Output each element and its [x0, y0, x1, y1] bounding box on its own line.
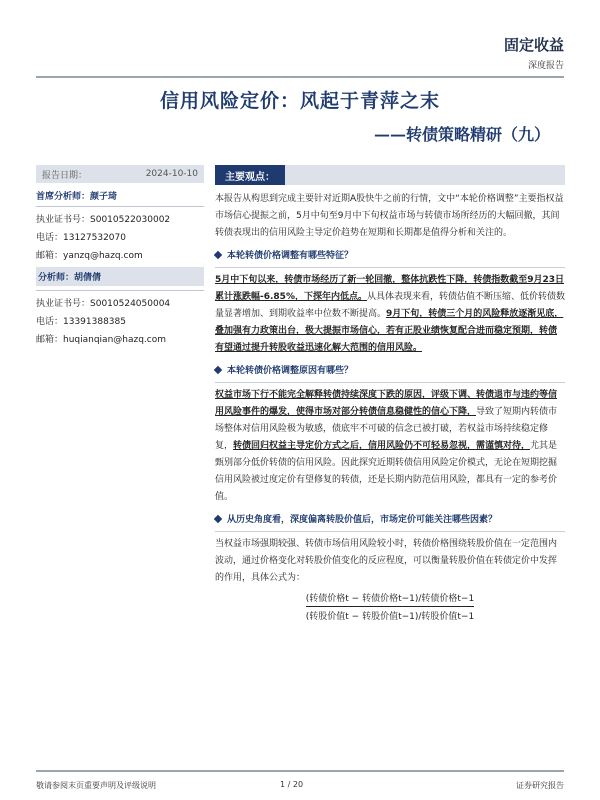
highlight-text: 5月中下旬以来，转债市场经历了新一轮回撤，整体抗跌性下降，转债指数截至9月23日累计涨跌幅-6.85%，下探年内低点。 [215, 275, 565, 302]
footer-company: 证券研究报告 [516, 781, 564, 790]
analyst-2: 分析师：胡倩倩 [36, 267, 204, 286]
phone: 电话：13391388385 [36, 317, 126, 327]
chief-analyst: 首席分析师：颜子琦 [36, 192, 118, 202]
report-subtitle: ——转债策略精研（九） [373, 125, 550, 144]
cert-number: 执业证书号：S0010522030002 [36, 215, 171, 225]
diamond-bullet-icon [214, 515, 222, 523]
main-content [215, 165, 565, 622]
question-text: 本轮转债价格调整原因有哪些？ [227, 366, 354, 376]
question-text: 从历史角度看，深度偏离转股价值后，市场定价可能关注哪些因素？ [227, 515, 498, 525]
section-header [215, 165, 565, 185]
divider [215, 531, 565, 532]
divider [215, 382, 565, 383]
intro-paragraph: 本报告从构思到完成主要针对近期A股快牛之前的行情，文中“本轮价格调整”主要指权益市场信心提振之前，5月中旬至9月中下旬权益市场与转债市场所经历的大幅回撤，其间转债表现出的信用风险主导定价趋势在短期和长期都是值得分析和关注的。 [215, 194, 564, 238]
report-title: 信用风险定价：风起于青萍之末 [159, 90, 440, 112]
formula-numerator: (转债价格t − 转债价格t−1)/转债价格t−1 [306, 591, 474, 607]
diamond-bullet-icon [214, 251, 222, 259]
page-number: 1 / 20 [280, 780, 304, 789]
highlight-text: 转债回归权益主导定价方式之后，信用风险仍不可轻易忽视，需谨慎对待， [233, 441, 531, 451]
question-heading [215, 248, 565, 261]
body-text: 导致了短期内转债市场整体对信用风险极为敏感，债底牢不可破的信念已被打破，若权益市场持续稳定修复， [215, 407, 558, 451]
date-label: 报告日期： [42, 170, 88, 181]
report-type: 深度报告 [527, 61, 564, 71]
body-text: 尤其是甄别部分低价转债的信用风险。因此探究近期转债信用风险定价模式，无论在短期挖掘信用风险被过度定价有望修复的转债，还是长期内防范信用风险，都具有一定的参考价值。 [215, 441, 558, 502]
divider [215, 267, 565, 268]
highlight-text: 权益市场下行不能完全解释转债持续深度下跌的原因，评级下调、转债退市与违约等信用风险事件的爆发，使得市场对部分转债信息稳健性的信心下降， [215, 390, 558, 417]
divider [36, 206, 204, 207]
body-text: 从具体表现来看，转债估值不断压缩、低价转债数量显著增加、到期收益率中位数不断提高。 [215, 292, 565, 319]
phone: 电话：13127532070 [36, 233, 126, 243]
question-text: 本轮转债价格调整有哪些特征？ [227, 251, 354, 261]
question-heading [215, 363, 565, 376]
formula-denominator: (转股价值t − 转股价值t−1)/转股价值t−1 [305, 612, 475, 622]
question-heading [215, 512, 565, 525]
header-divider [36, 76, 564, 78]
email[interactable]: 邮箱：huqianqian@hazq.com [36, 335, 167, 345]
cert-number: 执业证书号：S0010524050004 [36, 299, 171, 309]
footer-divider [36, 770, 564, 772]
paragraph-1 [215, 272, 565, 357]
highlight-text: 9月下旬，转债三个月的风险释放逐渐见底，叠加强有力政策出台，极大提振市场信心，若有正股业绩恢复配合进而稳定预期，转债有望通过提升转股收益迅速化解大范围的信用风险。 [215, 309, 564, 353]
email[interactable]: 邮箱：yanzq@hazq.com [36, 251, 143, 261]
section-label: 主要观点： [215, 165, 285, 185]
formula [215, 591, 565, 622]
report-category: 固定收益 [503, 36, 564, 54]
report-header [504, 34, 564, 71]
report-date-bar [36, 165, 204, 183]
date-value: 2024-10-10 [145, 169, 198, 179]
divider [36, 290, 204, 291]
paragraph-3: 当权益市场强期较强、转债市场信用风险较小时，转债价格围绕转股价值在一定范围内波动，通过价格变化对转股价值变化的反应程度，可以衡量转股价值在转债定价中发挥的作用，具体公式为： [215, 539, 558, 583]
diamond-bullet-icon [214, 366, 222, 374]
paragraph-2 [215, 387, 565, 506]
analyst-sidebar [36, 165, 204, 345]
footer-disclaimer: 敬请参阅末页重要声明及评级说明 [36, 781, 156, 790]
